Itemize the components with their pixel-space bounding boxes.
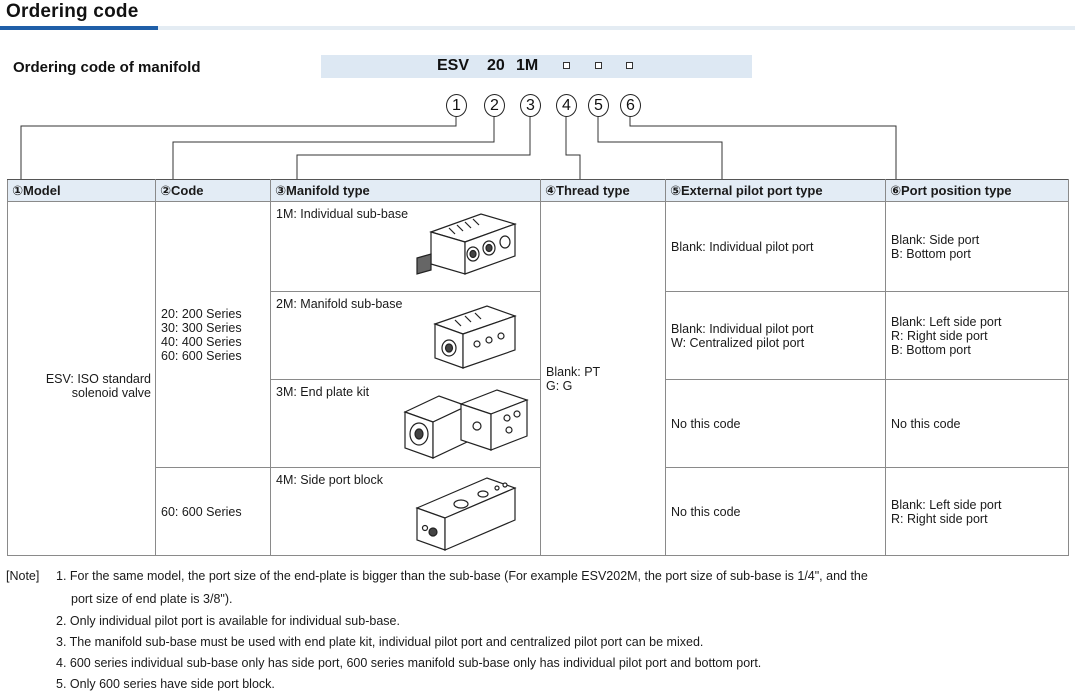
circle-3: 3 [520, 94, 541, 117]
port-line: Blank: Left side port [891, 497, 1002, 512]
code-part-code: 20 [487, 57, 505, 74]
pilot-cell [666, 380, 886, 468]
code-line: 60: 600 Series [161, 504, 242, 519]
port-cell [886, 202, 1069, 292]
circle-4: 4 [556, 94, 577, 117]
connector-6 [630, 117, 896, 179]
note-item: 1. For the same model, the port size of the end-plate is bigger than the sub-base (For example ESV202M, the port size of sub-base is 1/4", and the [56, 569, 868, 583]
code-line: 20: 200 Series [161, 306, 242, 321]
code-line: 60: 600 Series [161, 348, 242, 363]
table-row [8, 202, 1069, 292]
circle-6: 6 [620, 94, 641, 117]
note-item: port size of end plate is 3/8"). [71, 592, 233, 606]
pilot-cell [666, 468, 886, 556]
pilot-line: No this code [671, 416, 741, 431]
end-plate-kit-illustration [391, 384, 533, 464]
notes-label: [Note] [6, 569, 40, 583]
manifold-cell [271, 202, 541, 292]
port-cell [886, 292, 1069, 380]
circle-1: 1 [446, 94, 467, 117]
code-part-manifold: 1M [516, 57, 539, 74]
manifold-label: 3M: End plate kit [276, 385, 370, 399]
header-manifold-type: ③Manifold type [271, 180, 541, 202]
note-item: 3. The manifold sub-base must be used with end plate kit, individual pilot port and centralized pilot port can be mixed. [56, 635, 704, 649]
individual-sub-base-illustration [411, 210, 523, 282]
table-row [8, 468, 1069, 556]
code-cell [156, 202, 271, 468]
port-line: R: Right side port [891, 328, 988, 343]
header-thread-type: ④Thread type [541, 180, 666, 202]
ordering-table [7, 179, 1069, 556]
pilot-line: No this code [671, 504, 741, 519]
side-port-block-illustration [411, 472, 523, 552]
header-row [8, 180, 1069, 202]
pilot-line: Blank: Individual pilot port [671, 239, 814, 254]
thread-line: Blank: PT [546, 364, 601, 379]
section-title: Ordering code [6, 1, 139, 22]
port-cell [886, 468, 1069, 556]
manifold-label: 2M: Manifold sub-base [276, 297, 403, 311]
pilot-line: W: Centralized pilot port [671, 335, 805, 350]
note-item: 4. 600 series individual sub-base only has side port, 600 series manifold sub-base only has individual pilot port and bottom port. [56, 656, 762, 670]
note-item: 2. Only individual pilot port is available for individual sub-base. [56, 614, 400, 628]
thread-cell [541, 202, 666, 556]
port-line: B: Bottom port [891, 246, 971, 261]
circle-2: 2 [484, 94, 505, 117]
pilot-line: Blank: Individual pilot port [671, 321, 814, 336]
model-line: ESV: ISO standard [45, 371, 151, 386]
header-code: ②Code [156, 180, 271, 202]
pilot-cell [666, 202, 886, 292]
header-pilot-port-type: ⑤External pilot port type [666, 180, 886, 202]
manifold-cell [271, 380, 541, 468]
connector-4 [566, 117, 580, 179]
model-cell [8, 202, 156, 556]
subtitle: Ordering code of manifold [13, 59, 201, 76]
note-item: 5. Only 600 series have side port block. [56, 677, 275, 691]
manifold-label: 4M: Side port block [276, 473, 383, 487]
manifold-cell [271, 468, 541, 556]
port-line: R: Right side port [891, 511, 988, 526]
code-cell [156, 468, 271, 556]
port-line: No this code [891, 416, 961, 431]
manifold-sub-base-illustration [411, 300, 523, 372]
thread-line: G: G [546, 378, 573, 393]
manifold-cell [271, 292, 541, 380]
code-part-model: ESV [437, 57, 470, 74]
circle-5: 5 [588, 94, 609, 117]
header-model: ①Model [8, 180, 156, 202]
code-line: 40: 400 Series [161, 334, 242, 349]
manifold-label: 1M: Individual sub-base [276, 207, 409, 221]
connector-1 [21, 117, 456, 179]
port-cell [886, 380, 1069, 468]
port-line: Blank: Left side port [891, 314, 1002, 329]
pilot-cell [666, 292, 886, 380]
model-line: solenoid valve [71, 385, 151, 400]
header-port-position-type: ⑥Port position type [886, 180, 1069, 202]
port-line: Blank: Side port [891, 232, 980, 247]
port-line: B: Bottom port [891, 342, 971, 357]
code-line: 30: 300 Series [161, 320, 242, 335]
